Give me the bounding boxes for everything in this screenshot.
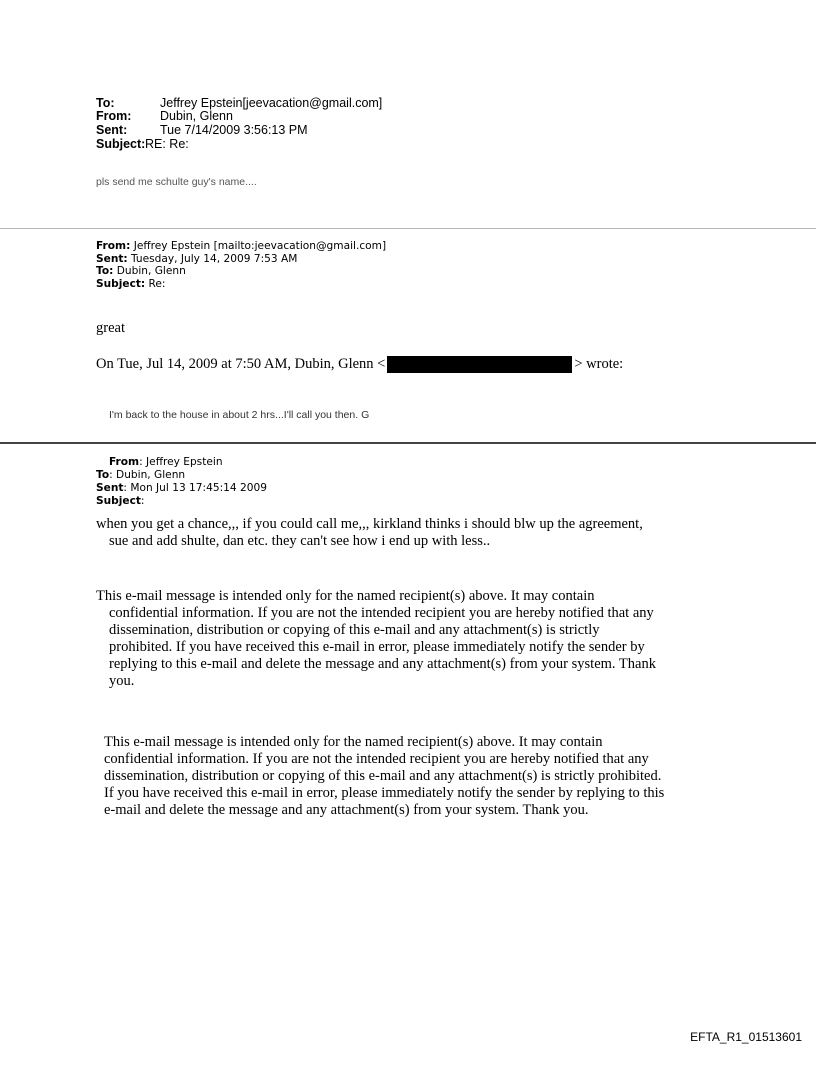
quoted1-sent-value: Tuesday, July 14, 2009 7:53 AM xyxy=(131,253,298,265)
quoted1-body: great xyxy=(96,320,125,336)
disclaimer-line: e-mail and delete the message and any attachment(s) from your system. Thank you. xyxy=(104,802,589,818)
to-label: To: xyxy=(96,96,115,110)
quoted1-to-label: To: xyxy=(96,265,114,277)
redaction-block xyxy=(387,356,572,373)
quoted2-sent-row xyxy=(96,482,267,494)
from-label: From: xyxy=(96,109,132,123)
quoted2-body xyxy=(96,516,643,550)
subject-value: RE: Re: xyxy=(145,137,189,151)
disclaimer-line: If you have received this e-mail in error, please immediately notify the sender by replying to this xyxy=(104,785,665,801)
header-subject-row xyxy=(96,138,189,151)
disclaimer-line: confidential information. If you are not the intended recipient you are hereby notified that any xyxy=(104,751,649,767)
quoted2-to-label: To xyxy=(96,469,110,481)
disclaimer-line: you. xyxy=(109,673,135,689)
disclaimer-line: dissemination, distribution or copying of this e-mail and any attachment(s) is strictly prohibited. xyxy=(104,768,662,784)
quoted1-from-row xyxy=(96,240,386,252)
disclaimer-1 xyxy=(96,588,736,690)
quoted1-from-value: Jeffrey Epstein [mailto:jeevacation@gmail.com] xyxy=(133,240,387,252)
disclaimer-2 xyxy=(104,734,744,819)
from-value: Dubin, Glenn xyxy=(160,109,233,123)
disclaimer-line: confidential information. If you are not the intended recipient you are hereby notified that any xyxy=(109,605,654,621)
disclaimer-line: prohibited. If you have received this e-mail in error, please immediately notify the sender by xyxy=(109,639,645,655)
quoted2-subject-value: : xyxy=(140,495,145,507)
quoted2-from-value: : Jeffrey Epstein xyxy=(139,456,223,468)
attribution-suffix: > wrote: xyxy=(574,356,624,372)
quoted1-subject-label: Subject: xyxy=(96,278,146,290)
quoted1-to-row xyxy=(96,265,186,277)
quoted2-sent-label: Sent xyxy=(96,482,124,494)
subject-label: Subject: xyxy=(96,137,146,151)
divider xyxy=(0,228,816,229)
divider xyxy=(0,442,816,444)
quoted2-sent-value: : Mon Jul 13 17:45:14 2009 xyxy=(123,482,267,494)
disclaimer-line: This e-mail message is intended only for the named recipient(s) above. It may contain xyxy=(96,588,595,604)
quoted1-subject-value: Re: xyxy=(148,278,166,290)
sent-value: Tue 7/14/2009 3:56:13 PM xyxy=(160,123,308,137)
disclaimer-line: replying to this e-mail and delete the message and any attachment(s) from your system. Thank xyxy=(109,656,656,672)
quoted2-to-value: : Dubin, Glenn xyxy=(109,469,186,481)
to-value: Jeffrey Epstein[jeevacation@gmail.com] xyxy=(160,96,383,110)
quoted2-from-row xyxy=(109,456,223,468)
quoted1-subject-row xyxy=(96,278,166,290)
attribution-prefix: On Tue, Jul 14, 2009 at 7:50 AM, Dubin, Glenn < xyxy=(96,356,386,372)
header-from-row xyxy=(96,110,233,123)
sent-label: Sent: xyxy=(96,123,128,137)
quoted1-attribution xyxy=(96,356,623,373)
disclaimer-line: This e-mail message is intended only for the named recipient(s) above. It may contain xyxy=(104,734,603,750)
quoted1-quoted-text: I'm back to the house in about 2 hrs...I'll call you then. G xyxy=(109,409,370,421)
quoted2-to-row xyxy=(96,469,185,481)
document-id: EFTA_R1_01513601 xyxy=(690,1030,802,1044)
quoted2-subject-label: Subject xyxy=(96,495,141,507)
quoted1-sent-label: Sent: xyxy=(96,253,128,265)
quoted1-sent-row xyxy=(96,253,297,265)
quoted2-body-line: when you get a chance,,, if you could call me,,, kirkland thinks i should blw up the agreement, xyxy=(96,516,643,532)
header-to-row xyxy=(96,97,382,110)
header-sent-row xyxy=(96,124,308,137)
quoted1-to-value: Dubin, Glenn xyxy=(116,265,186,277)
quoted2-body-line: sue and add shulte, dan etc. they can't see how i end up with less.. xyxy=(109,533,491,549)
disclaimer-line: dissemination, distribution or copying of this e-mail and any attachment(s) is strictly xyxy=(109,622,600,638)
quoted2-from-label: From xyxy=(109,456,140,468)
top-message-body: pls send me schulte guy's name.... xyxy=(96,176,257,188)
quoted1-from-label: From: xyxy=(96,240,131,252)
quoted2-subject-row xyxy=(96,495,145,507)
